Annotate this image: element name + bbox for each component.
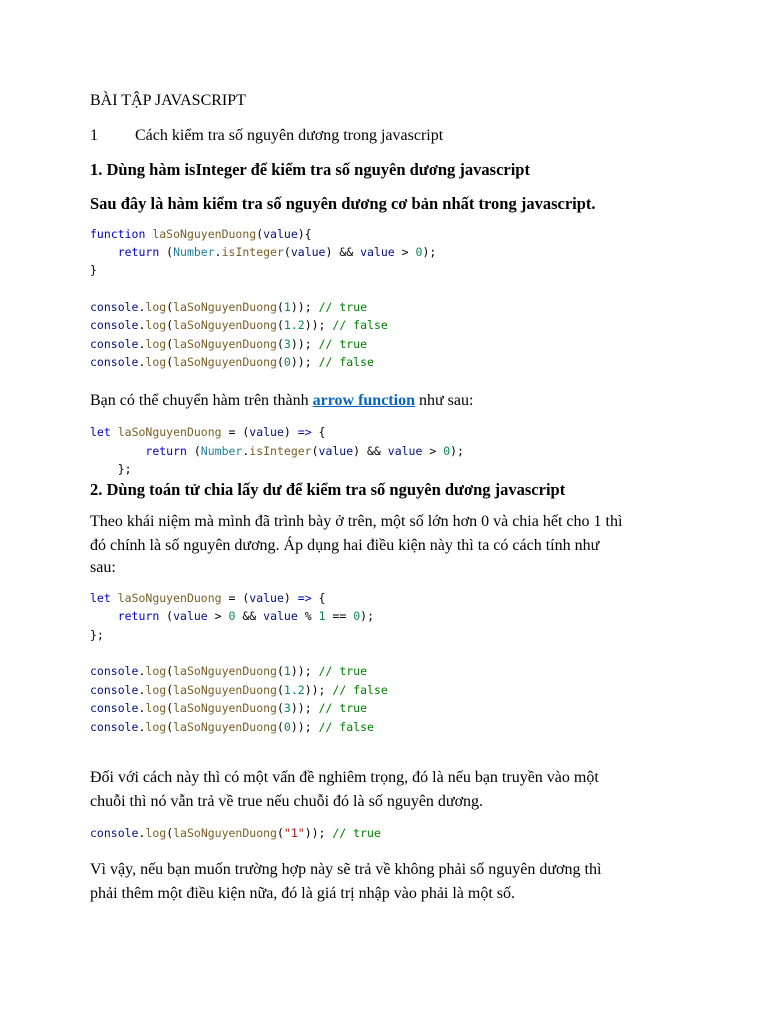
code-line: console.log(laSoNguyenDuong("1")); // true xyxy=(90,826,381,840)
code-line: return (Number.isInteger(value) && value > 0); xyxy=(117,245,437,259)
heading-modulo: 2. Dùng toán tử chia lấy dư để kiểm tra số nguyên dương javascript xyxy=(90,480,566,499)
paragraph-line: đó chính là số nguyên dương. Áp dụng hai điều kiện này thì ta có cách tính như xyxy=(90,537,600,554)
heading-isinteger: 1. Dùng hàm isInteger để kiểm tra số nguyên dương javascript xyxy=(90,160,530,179)
code-line: let laSoNguyenDuong = (value) => { xyxy=(90,591,326,605)
code-line: console.log(laSoNguyenDuong(1)); // true xyxy=(90,300,368,314)
code-line: console.log(laSoNguyenDuong(3)); // true xyxy=(90,701,368,715)
paragraph-line: phải thêm một điều kiện nữa, đó là giá trị nhập vào phải là một số. xyxy=(90,885,516,902)
document-title: BÀI TẬP JAVASCRIPT xyxy=(90,92,246,109)
code-line: } xyxy=(90,263,97,277)
code-line: return (value > 0 && value % 1 == 0); xyxy=(117,609,374,623)
code-line: }; xyxy=(90,628,104,642)
arrow-function-paragraph: Bạn có thể chuyển hàm trên thành arrow function như sau: xyxy=(90,392,474,409)
paragraph-line: Đối với cách này thì có một vấn đề nghiêm trọng, đó là nếu bạn truyền vào một xyxy=(90,769,599,786)
code-line: console.log(laSoNguyenDuong(1.2)); // false xyxy=(90,683,388,697)
code-line: console.log(laSoNguyenDuong(0)); // false xyxy=(90,720,374,734)
section-title: Cách kiểm tra số nguyên dương trong javascript xyxy=(135,127,444,144)
intro-paragraph: Sau đây là hàm kiểm tra số nguyên dương cơ bản nhất trong javascript. xyxy=(90,194,596,213)
section-heading xyxy=(90,127,444,145)
code-line: console.log(laSoNguyenDuong(3)); // true xyxy=(90,337,368,351)
paragraph-line: Vì vậy, nếu bạn muốn trường hợp này sẽ trả về không phải số nguyên dương thì xyxy=(90,861,602,878)
code-line: console.log(laSoNguyenDuong(1)); // true xyxy=(90,664,368,678)
paragraph-line: chuỗi thì nó vẫn trả về true nếu chuỗi đó là số nguyên dương. xyxy=(90,793,484,810)
paragraph-line: Theo khái niệm mà mình đã trình bày ở trên, một số lớn hơn 0 và chia hết cho 1 thì xyxy=(90,513,623,530)
arrow-function-link[interactable]: arrow function xyxy=(312,392,415,409)
section-number: 1 xyxy=(90,127,98,144)
code-line: function laSoNguyenDuong(value){ xyxy=(90,227,312,241)
code-line: }; xyxy=(90,462,132,476)
code-line: console.log(laSoNguyenDuong(1.2)); // false xyxy=(90,318,388,332)
code-line: console.log(laSoNguyenDuong(0)); // false xyxy=(90,355,374,369)
paragraph-line: sau: xyxy=(90,559,116,576)
code-line: let laSoNguyenDuong = (value) => { xyxy=(90,425,326,439)
code-line: return (Number.isInteger(value) && value > 0); xyxy=(145,444,464,458)
